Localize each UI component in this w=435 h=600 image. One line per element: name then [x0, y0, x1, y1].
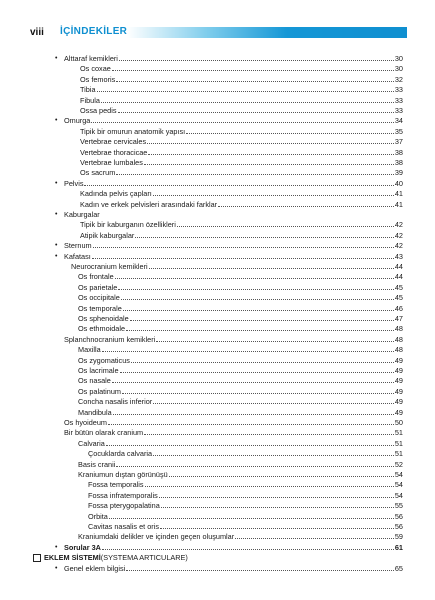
toc-entry[interactable]: Vertebrae thoracicae 38 [80, 147, 403, 157]
toc-entry[interactable]: Os frontale 44 [78, 272, 403, 282]
toc-entry[interactable]: Basis cranii 52 [78, 459, 403, 469]
toc-entry[interactable]: Os hyoideum 50 [64, 418, 403, 427]
checkbox-icon [33, 554, 41, 562]
toc-entry[interactable]: Atipik kaburgalar 42 [80, 230, 403, 240]
toc-entry[interactable]: Bir bütün olarak cranium 51 [64, 428, 403, 438]
toc-entry[interactable]: Fossa infratemporalis 54 [88, 490, 403, 500]
toc-entry[interactable]: Tipik bir omurun anatomik yapısı 35 [80, 126, 403, 136]
section-heading[interactable]: EKLEM SİSTEMİ (SYSTEMA ARTICULARE) [44, 553, 188, 563]
toc-entry[interactable]: Çocuklarda calvaria 51 [88, 449, 403, 459]
bullet-icon: • [55, 242, 58, 250]
bullet-icon: • [55, 55, 58, 62]
toc-entry[interactable]: Os parietale 45 [78, 282, 403, 292]
toc-entry[interactable]: Tibia 33 [80, 85, 403, 95]
toc-entry[interactable]: Vertebrae cervicales 37 [80, 137, 403, 147]
toc-entry[interactable]: Neurocranium kemikleri 44 [71, 262, 403, 271]
toc-entry[interactable]: Os temporale 46 [78, 303, 403, 313]
bullet-icon: • [55, 179, 58, 187]
toc-entry[interactable]: Pelvis 40 [64, 178, 403, 188]
toc-entry[interactable]: Vertebrae lumbales 38 [80, 158, 403, 167]
toc-entry[interactable]: Genel eklem bilgisi 65 [64, 563, 403, 573]
toc-entry[interactable]: Os sphenoidale 47 [78, 314, 403, 323]
toc-entry[interactable]: Os ethmoidale 48 [78, 324, 403, 334]
toc-entry[interactable]: Orbita 56 [88, 511, 403, 521]
toc-entry[interactable]: Maxilla 48 [78, 345, 403, 355]
toc-entry[interactable]: Kraniumdaki delikler ve içinden geçen oluşumlar 59 [78, 532, 403, 542]
bullet-icon: • [55, 117, 58, 125]
toc-entry[interactable]: Fossa pterygopalatina 55 [88, 501, 403, 511]
toc-entry[interactable]: Kraniumun dıştan görünüşü 54 [78, 470, 403, 479]
toc-entry[interactable]: Sternum 42 [64, 241, 403, 251]
toc-entry[interactable]: Fossa temporalis 54 [88, 480, 403, 490]
toc-entry[interactable]: Sorular 3A 61 [64, 542, 403, 552]
toc-entry[interactable]: Kadın ve erkek pelvisleri arasındaki farklar 41 [80, 199, 403, 209]
toc-entry[interactable]: Os sacrum 39 [80, 168, 403, 178]
page-number: viii [30, 27, 44, 38]
toc-entry[interactable]: Os palatinum 49 [78, 386, 403, 396]
toc-entry[interactable]: Kaburgalar [64, 210, 100, 219]
toc-entry[interactable]: Cavitas nasalis et oris 56 [88, 522, 403, 531]
toc-entry[interactable]: Mandibula 49 [78, 407, 403, 417]
page-header [0, 0, 435, 50]
toc-entry[interactable]: Splanchnocranium kemikleri 48 [64, 334, 403, 344]
toc-entry[interactable]: Ossa pedis 33 [80, 106, 403, 115]
bullet-icon: • [55, 564, 58, 572]
toc-entry[interactable]: Tipik bir kaburganın özellikleri 42 [80, 220, 403, 230]
toc-entry[interactable]: Calvaria 51 [78, 438, 403, 448]
toc-entry[interactable]: Os lacrimale 49 [78, 366, 403, 375]
toc-entry[interactable]: Concha nasalis inferior 49 [78, 397, 403, 407]
bullet-icon: • [55, 252, 58, 260]
toc-entry[interactable]: Os coxae 30 [80, 64, 403, 74]
page-title: İÇİNDEKİLER [60, 26, 128, 37]
toc-entry[interactable]: Os zygomaticus 49 [78, 355, 403, 365]
toc-entry[interactable]: Kafatası 43 [64, 251, 403, 261]
toc-entry[interactable]: Os occipitale 45 [78, 293, 403, 303]
toc-entry[interactable]: Os nasale 49 [78, 376, 403, 386]
toc-entry[interactable]: Os femoris 32 [80, 74, 403, 84]
bullet-icon: • [55, 211, 58, 218]
toc-entry[interactable]: Fibula 33 [80, 95, 403, 105]
toc-entry[interactable]: Omurga 34 [64, 116, 403, 126]
toc-entry[interactable]: Alttaraf kemikleri 30 [64, 54, 403, 63]
toc-entry[interactable]: Kadında pelvis çapları 41 [80, 189, 403, 199]
bullet-icon: • [55, 543, 58, 551]
